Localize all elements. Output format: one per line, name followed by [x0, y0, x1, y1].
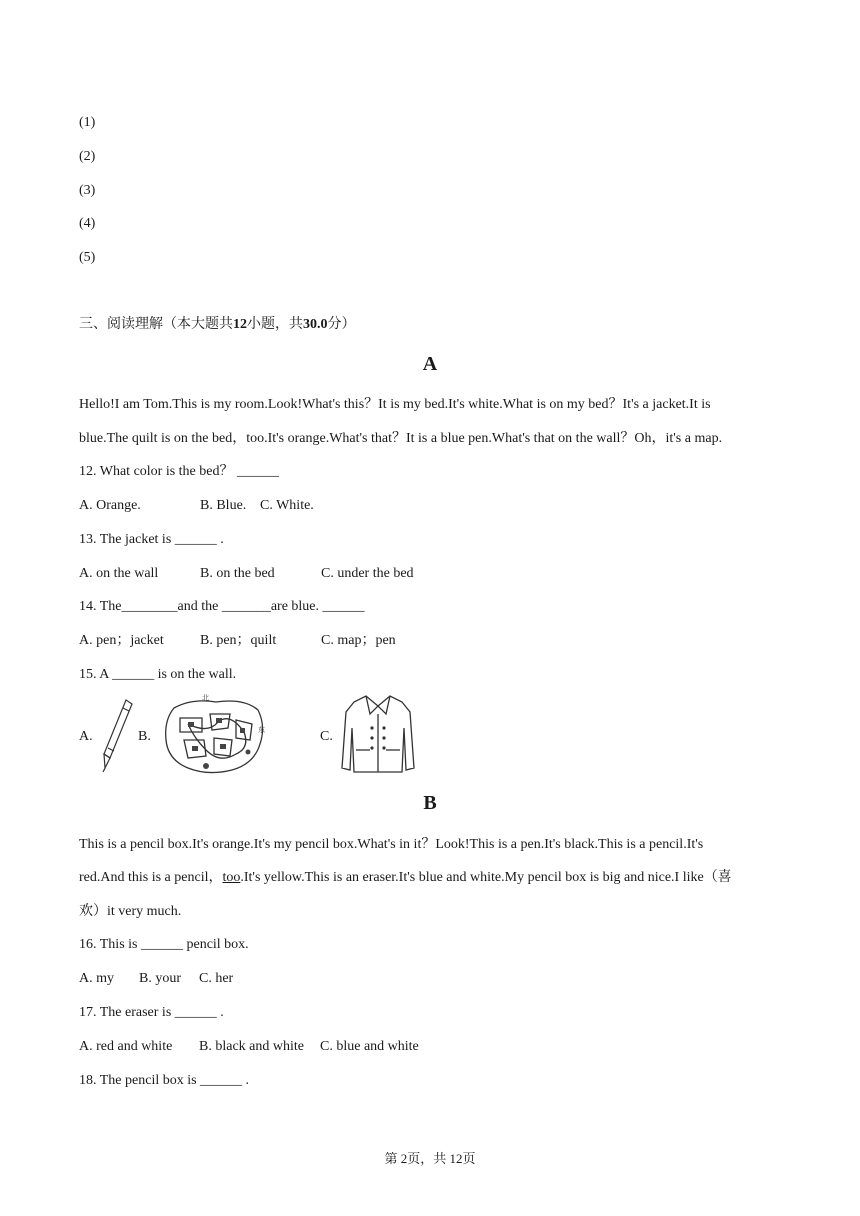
passage-b-text: .It's yellow.This is an eraser.It's blue and white.My pencil box is big and nice.I like（喜	[240, 870, 732, 885]
option-a-label: A.	[79, 729, 93, 744]
passage-a-heading: A	[422, 353, 438, 375]
option-b: B. your	[139, 971, 181, 986]
question-13: 13. The jacket is ______ .	[79, 532, 224, 547]
option-a: A. Orange.	[79, 498, 141, 513]
question-17: 17. The eraser is ______ .	[79, 1005, 224, 1020]
passage-b-text: red.And this is a pencil，	[79, 870, 223, 885]
passage-b-line: This is a pencil box.It's orange.It's my pencil box.What's in it？Look!This is a pen.It's black.This is a pencil.It's	[79, 837, 704, 852]
option-b: B. pen；quilt	[200, 633, 277, 648]
question-12: 12. What color is the bed？ ______	[79, 464, 279, 479]
numbered-line-4: (4)	[79, 216, 96, 231]
option-b-label: B.	[138, 729, 151, 744]
question-16: 16. This is ______ pencil box.	[79, 937, 249, 952]
option-a: A. red and white	[79, 1039, 173, 1054]
passage-b-line	[79, 869, 732, 887]
jacket-image	[340, 692, 416, 778]
passage-a-line: Hello!I am Tom.This is my room.Look!What's this？It is my bed.It's white.What is on my bed？It's a jacket.It is	[79, 397, 711, 412]
pen-image	[96, 696, 138, 774]
page-footer: 第 2页，共 12页	[384, 1151, 476, 1166]
option-b: B. black and white	[199, 1039, 304, 1054]
option-c: C. blue and white	[320, 1039, 419, 1054]
question-18: 18. The pencil box is ______ .	[79, 1073, 250, 1088]
underlined-word: too	[222, 870, 241, 885]
option-a: A. my	[79, 971, 114, 986]
option-b: B. Blue.	[200, 498, 247, 513]
option-c: C. her	[199, 971, 234, 986]
numbered-line-5: (5)	[79, 250, 96, 265]
option-a: A. on the wall	[79, 566, 159, 581]
option-a: A. pen；jacket	[79, 633, 164, 648]
option-c: C. under the bed	[321, 566, 414, 581]
question-14: 14. The________and the _______are blue. ______	[79, 599, 365, 614]
option-c: C. White.	[260, 498, 314, 513]
numbered-line-3: (3)	[79, 183, 96, 198]
map-east-glyph: 东	[258, 726, 265, 734]
map-image	[158, 694, 268, 776]
passage-b-heading: B	[423, 792, 437, 814]
numbered-line-2: (2)	[79, 149, 96, 164]
map-north-glyph: 北	[202, 694, 209, 702]
option-c-label: C.	[320, 729, 333, 744]
question-15: 15. A ______ is on the wall.	[79, 667, 237, 682]
passage-b-line: 欢）it very much.	[79, 904, 182, 919]
option-c: C. map；pen	[321, 633, 396, 648]
passage-a-line: blue.The quilt is on the bed，too.It's orange.What's that？It is a blue pen.What's that on the wall？Oh，it's a map.	[79, 431, 723, 446]
numbered-line-1: (1)	[79, 115, 96, 130]
option-b: B. on the bed	[200, 566, 275, 581]
section-title: 三、阅读理解（本大题共12小题，共30.0分）	[79, 317, 356, 332]
